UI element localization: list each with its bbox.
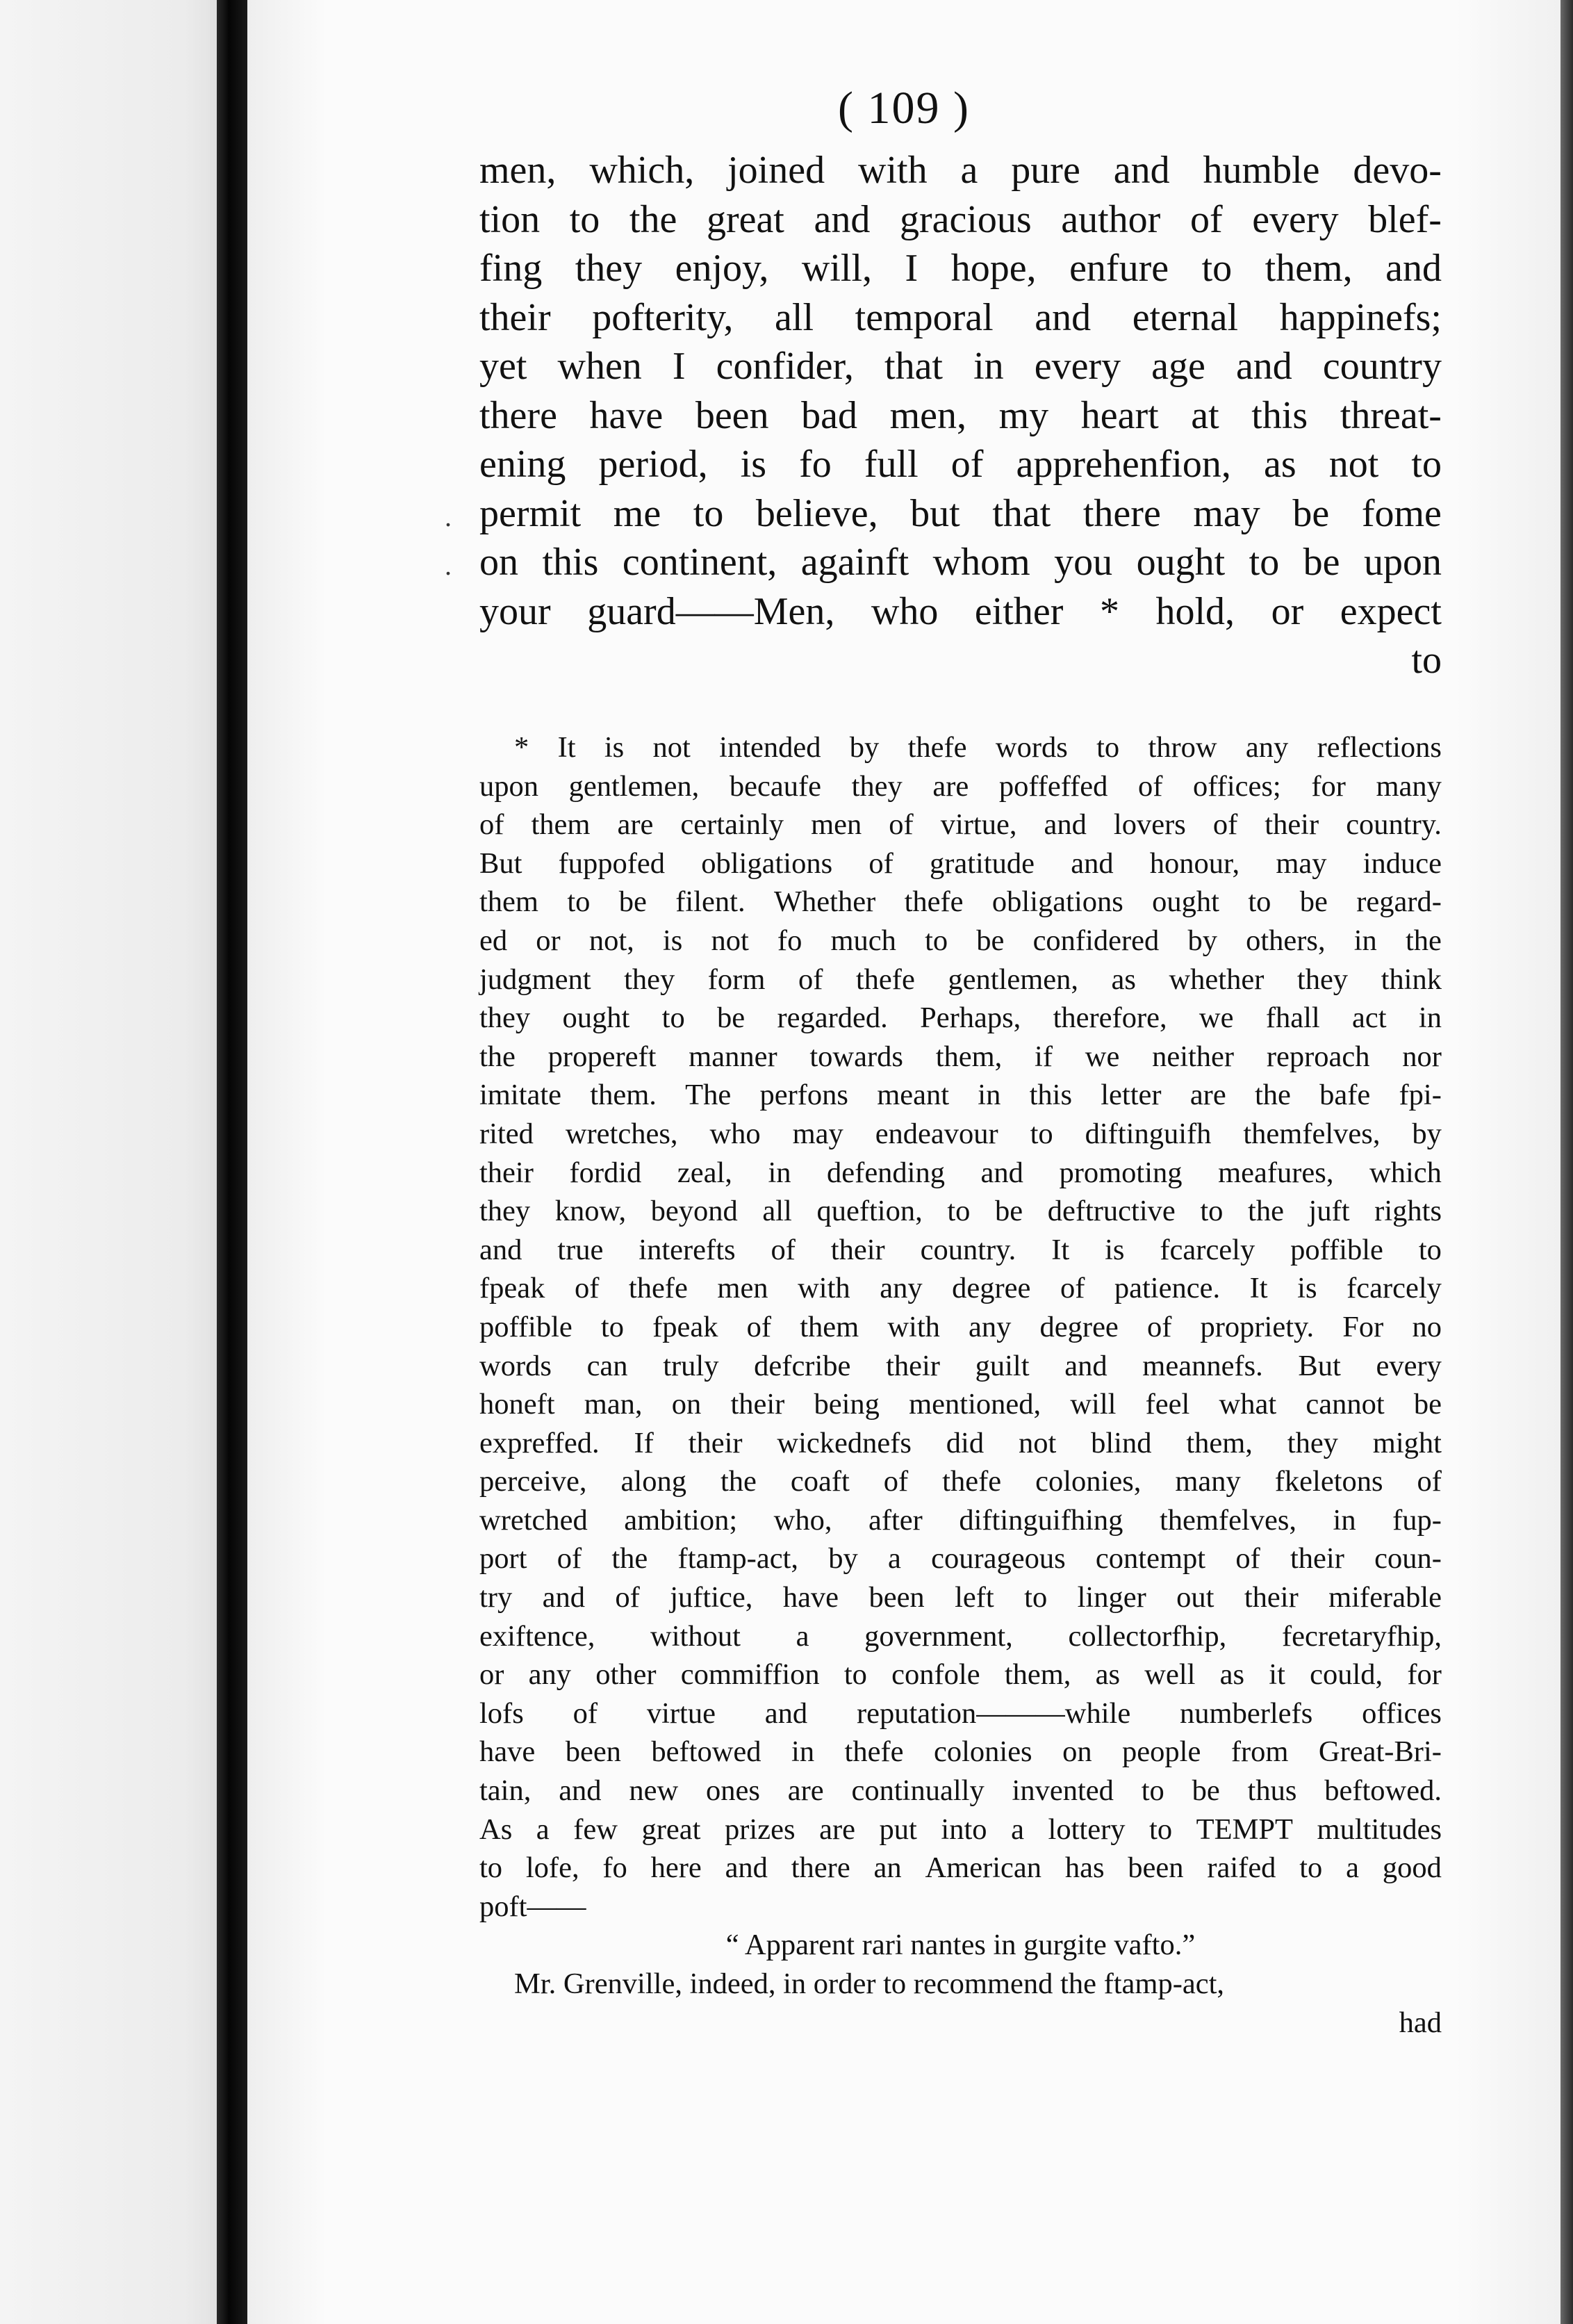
main-line: their pofterity, all temporal and eternal happinefs; [479,295,1442,339]
footnote-line: try and of juftice, have been left to linger out their miferable [479,1581,1442,1614]
footnote-line: * It is not intended by thefe words to throw any reflections [514,731,1442,764]
footnote-line: to lofe, fo here and there an American has been raifed to a good [479,1851,1442,1885]
footnote-line: exiftence, without a government, collectorfhip, fecretaryfhip, [479,1619,1442,1653]
footnote-line: But fuppofed obligations of gratitude and honour, may induce [479,846,1442,880]
footnote-line: of them are certainly men of virtue, and lovers of their country. [479,808,1442,842]
footnote-quote: “ Apparent rari nantes in gurgite vafto.” [725,1929,1196,1962]
footnote-line: them to be filent. Whether thefe obligations ought to be regard- [479,885,1442,919]
main-line: there have been bad men, my heart at this threat- [479,393,1442,437]
catchword: to [1411,639,1442,682]
footnote-line: and true interefts of their country. It is fcarcely poffible to [479,1233,1442,1266]
footnote [479,728,1442,2042]
main-line: fing they enjoy, will, I hope, enfure to them, and [479,247,1442,290]
footnote-line: judgment they form of thefe gentlemen, as whether they think [479,963,1442,996]
margin-dot: . [445,550,452,581]
footnote-line: lofs of virtue and reputation———while numberlefs offices [479,1696,1442,1730]
main-line: men, which, joined with a pure and humble devo- [479,149,1442,192]
footnote-line: As a few great prizes are put into a lottery to TEMPT multitudes [479,1812,1442,1846]
margin-dot: . [445,501,452,532]
footnote-line: upon gentlemen, becaufe they are poffeffed of offices; for many [479,769,1442,803]
footnote-catchword: had [1399,2006,1442,2039]
main-line: tion to the great and gracious author of every blef- [479,197,1442,241]
main-line: yet when I confider, that in every age and country [479,345,1442,388]
main-text [479,146,1442,685]
footnote-line: honeft man, on their being mentioned, will feel what cannot be [479,1388,1442,1421]
footnote-line: words can truly defcribe their guilt and meannefs. But every [479,1349,1442,1382]
footnote-line: tain, and new ones are continually invented to be thus beftowed. [479,1774,1442,1808]
left-page-edge [0,0,217,2324]
footnote-line: have been beftowed in thefe colonies on people from Great-Bri- [479,1735,1442,1769]
footnote-line: they ought to be regarded. Perhaps, therefore, we fhall act in [479,1001,1442,1035]
footnote-line: fpeak of thefe men with any degree of patience. It is fcarcely [479,1272,1442,1305]
main-line: ening period, is fo full of apprehenfion, as not to [479,443,1442,486]
footnote-line: they know, beyond all queftion, to be deftructive to the juft rights [479,1195,1442,1228]
footnote-line: perceive, along the coaft of thefe colonies, many fkeletons of [479,1465,1442,1498]
footnote-line: poffible to fpeak of them with any degree of propriety. For no [479,1310,1442,1343]
footnote-line: rited wretches, who may endeavour to diftinguifh themfelves, by [479,1117,1442,1150]
footnote-last-line: Mr. Grenville, indeed, in order to recommend the ftamp-act, [514,1967,1225,2000]
footnote-line: ed or not, is not fo much to be confidered by others, in the [479,924,1442,957]
footnote-line: expreffed. If their wickednefs did not blind them, they might [479,1426,1442,1459]
page-number: ( 109 ) [838,83,970,133]
footnote-line: the propereft manner towards them, if we neither reproach nor [479,1040,1442,1073]
book-gutter [217,0,247,2324]
footnote-line: imitate them. The perfons meant in this letter are the bafe fpi- [479,1079,1442,1112]
main-line: your guard——Men, who either * hold, or expect [479,589,1442,633]
footnote-line: their fordid zeal, in defending and promoting meafures, which [479,1156,1442,1189]
main-line: on this continent, againft whom you ought to be upon [479,541,1442,584]
main-line: permit me to believe, but that there may be fome [479,491,1442,535]
footnote-line: or any other commiffion to confole them, as well as it could, for [479,1658,1442,1692]
footnote-line: wretched ambition; who, after diftinguifhing themfelves, in fup- [479,1503,1442,1537]
right-page-edge [1560,0,1573,2324]
footnote-line: port of the ftamp-act, by a courageous contempt of their coun- [479,1542,1442,1576]
footnote-line: poft—— [479,1890,586,1923]
